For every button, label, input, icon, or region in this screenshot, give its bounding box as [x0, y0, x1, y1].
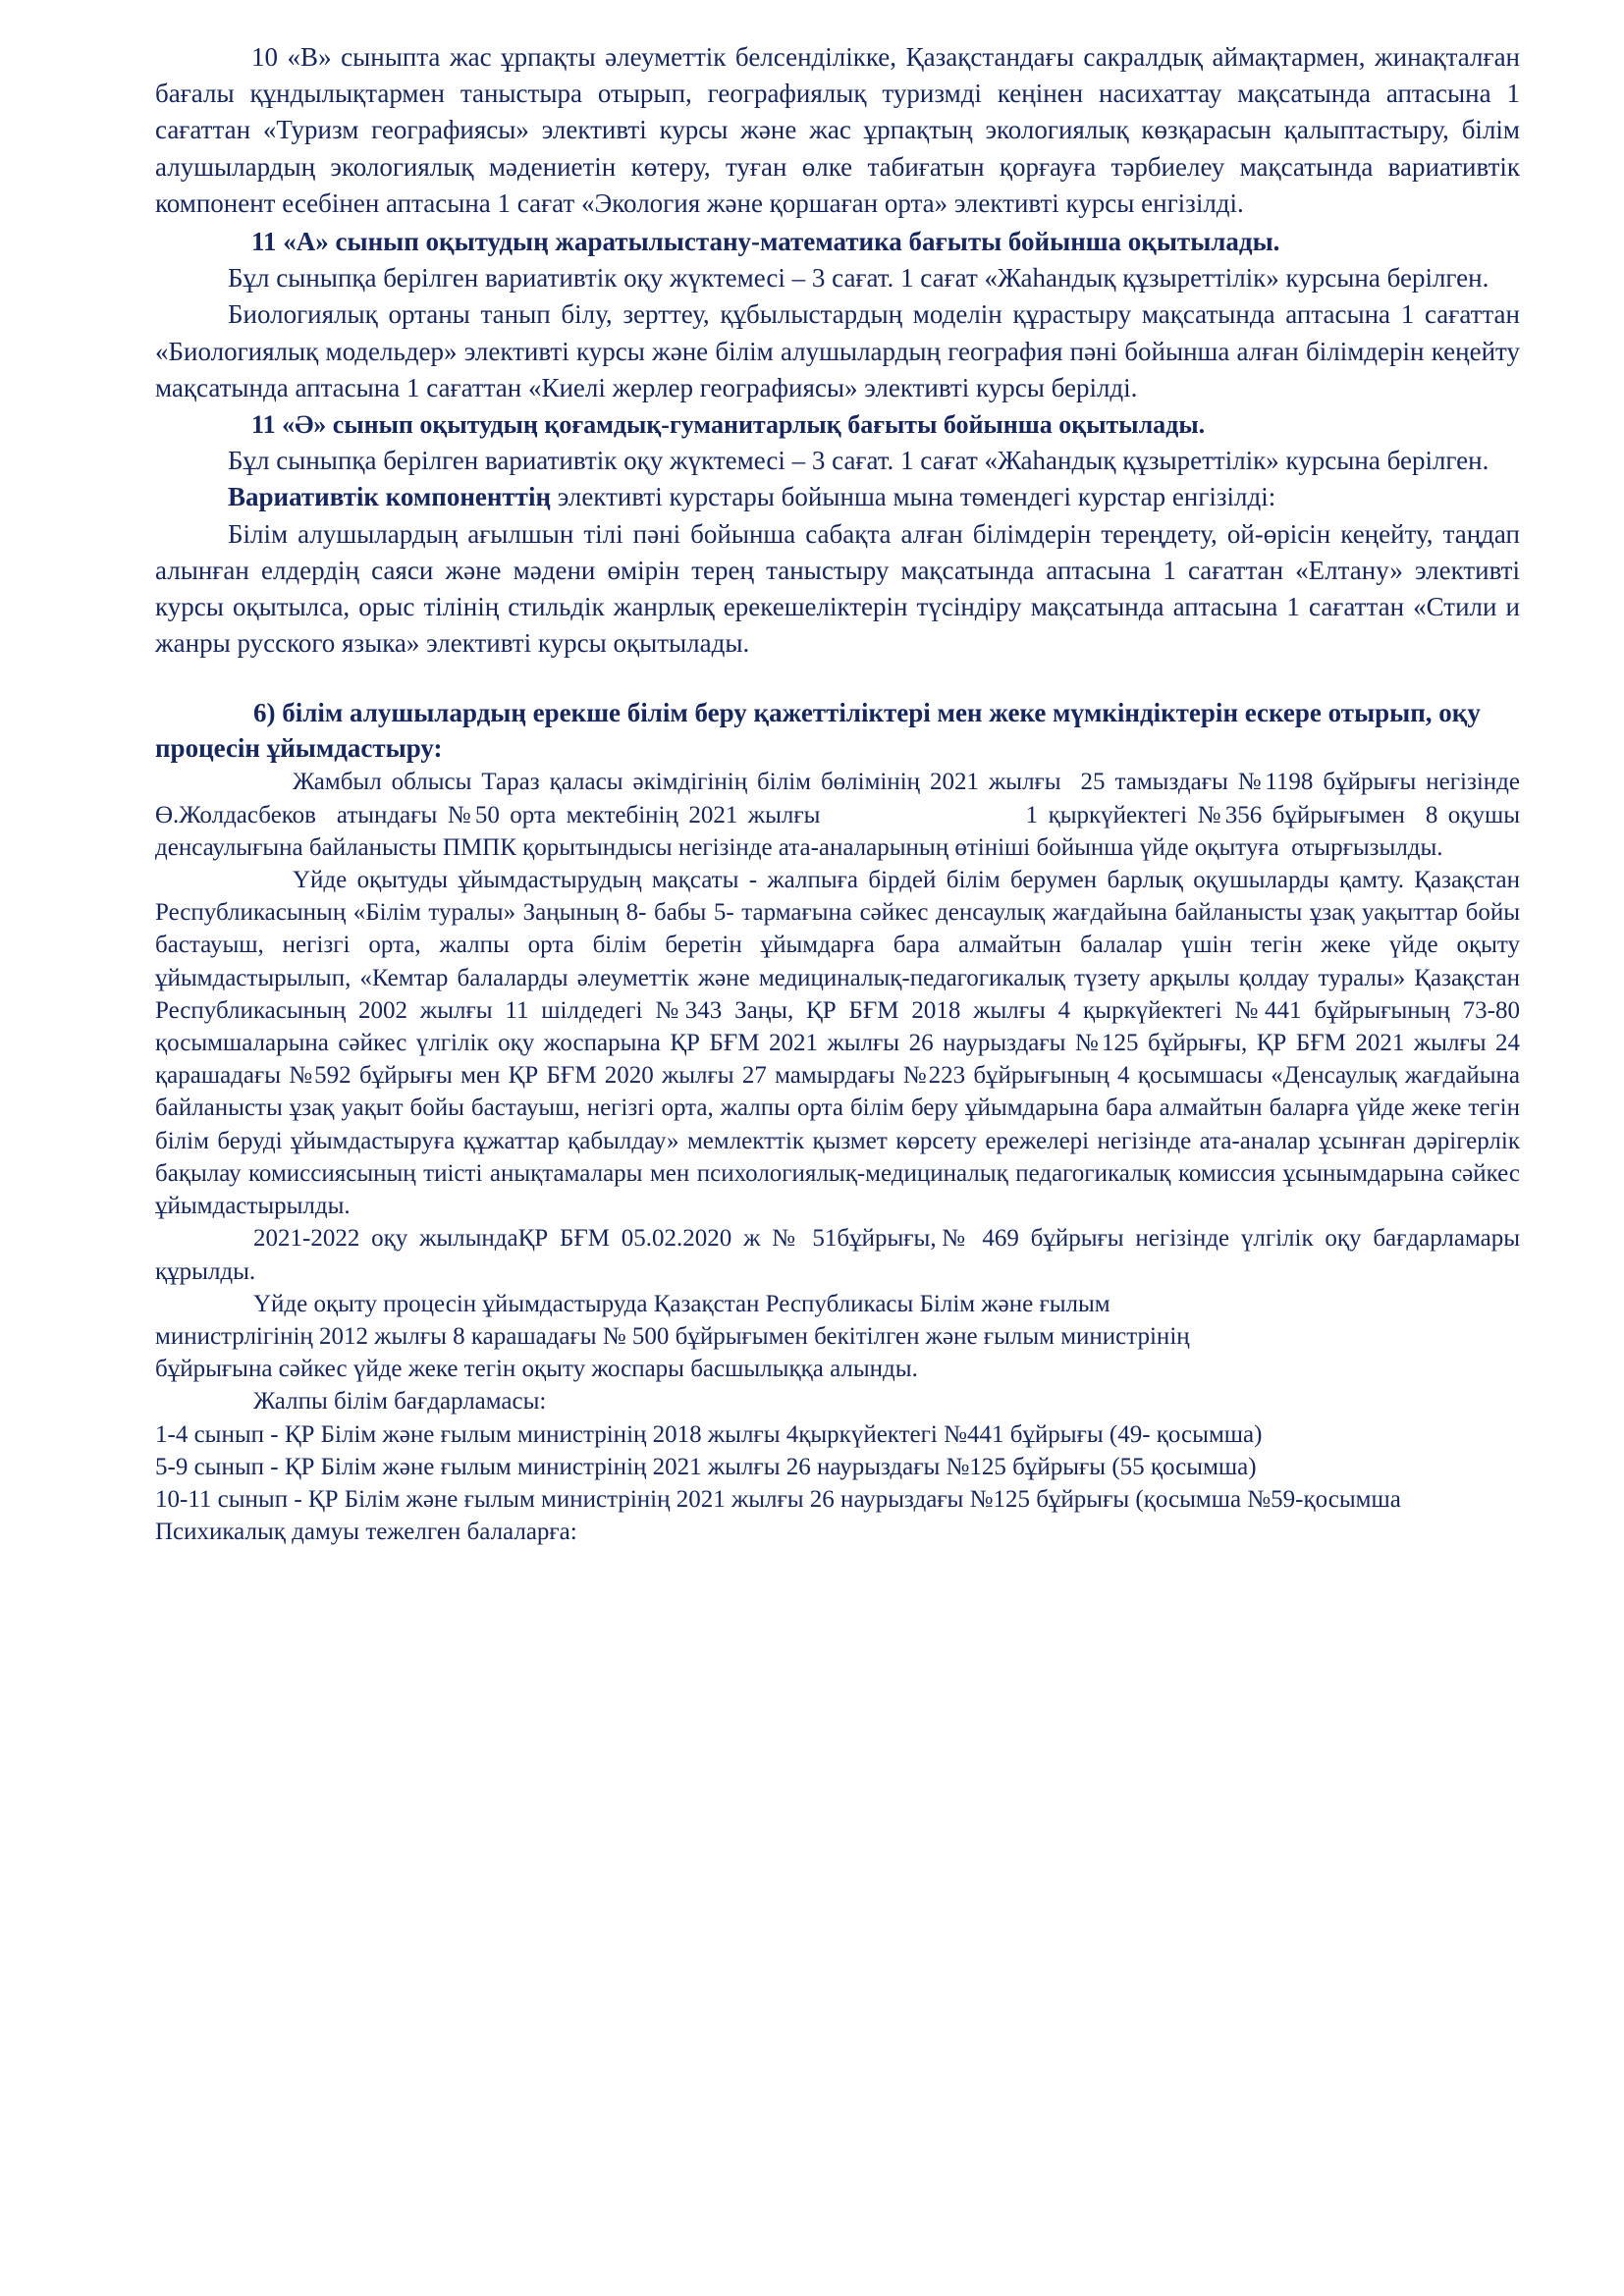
- paragraph-home-schooling-order: Жамбыл облысы Тараз қаласы әкімдігінің білім бөлімінің 2021 жылғы 25 тамыздағы №1198 бұйрығы негізінде Ө.Жолдасбеков атындағы №50 орта мектебінің 2021 жылғы 1 қыркүйектегі №356 бұйрығымен 8 оқушы денсаулығына байланысты ПМПК қорытындысы негізінде ата-аналарының өтініші бойынша үйде оқытуға отырғызылды.: [155, 769, 1533, 861]
- heading-11ae: 11 «Ә» сынып оқытудың қоғамдық-гуманитарлық бағыты бойынша оқытылады.: [251, 410, 1206, 440]
- paragraph-ministry-line3: бұйрығына сәйкес үйде жеке тегін оқыту жоспары басшылыққа алынды.: [155, 1356, 918, 1383]
- heading-11a: 11 «А» сынып оқытудың жаратылыстану-математика бағыты бойынша оқытылады.: [251, 227, 1280, 257]
- variative-component-text: элективті курстары бойынша мына төмендегі курстар енгізілді:: [551, 482, 1276, 512]
- paragraph-11ae-electives: Білім алушылардың ағылшын тілі пәні бойынша сабақта алған білімдерін тереңдету, ой-өрісін кеңейту, таңдап алынған елдердің саяси және мәдени өмірін терең таныстыру мақсатында аптасына 1 сағаттан «Елтану» элективті курсы оқытылса, орыс тілінің стильдік жанрлық ерекешеліктерін түсіндіру мақсатында аптасына 1 сағаттан «Стили и жанры русского языка» элективті курсы оқытылады.: [155, 518, 1520, 659]
- program-item: 10-11 сынып - ҚР Білім және ғылым министрінің 2021 жылғы 26 наурыздағы №125 бұйрығы (қосымша №59-қосымша: [155, 1485, 1401, 1513]
- section-gap: [155, 662, 1520, 695]
- program-title: Жалпы білім бағдарламасы:: [253, 1388, 547, 1415]
- closing-line: Психикалық дамуы тежелген балаларға:: [155, 1519, 577, 1546]
- variative-component-label: Вариативтік компоненттің: [228, 482, 551, 512]
- paragraph-ministry-line1: Үйде оқыту процесін ұйымдастыруда Қазақстан Республикасы Білім және ғылым: [253, 1290, 1110, 1317]
- program-item: 1-4 сынып - ҚР Білім және ғылым министрінің 2018 жылғы 4қыркүйектегі №441 бұйрығы (49- қосымша): [155, 1420, 1263, 1448]
- paragraph-ministry-line2: министрлігінің 2012 жылғы 8 карашадағы № 500 бұйрығымен бекітілген және ғылым министрінің: [155, 1322, 1190, 1350]
- upper-section: [155, 39, 1520, 662]
- paragraph-10v-electives: 10 «В» сыныпта жас ұрпақты әлеуметтік белсенділікке, Қазақстандағы сакралдық аймақтармен, жинақталған бағалы құндылықтармен таныстыра отырып, географиялық туризмді кеңінен насихаттау мақсатында аптасына 1 сағаттан «Туризм географиясы» элективті курсы және жас ұрпақтың экологиялық көзқарасын қалыптастыру, білім алушылардың экологиялық мәдениетін көтеру, туған өлке табиғатын қорғауға тәрбиелеу мақсатында вариативтік компонент есебінен аптасына 1 сағат «Экология және қоршаған орта» элективті курсы енгізілді.: [155, 42, 1520, 218]
- paragraph-11a-electives: Биологиялық ортаны танып білу, зерттеу, құбылыстардың моделін құрастыру мақсатында аптасына 1 сағаттан «Биологиялық модельдер» элективті курсы және білім алушылардың география пәні бойынша алған білімдерін кеңейту мақсатында аптасына 1 сағаттан «Киелі жерлер географиясы» элективті курсы берілді.: [155, 299, 1520, 402]
- document-page: [155, 39, 1533, 1548]
- paragraph-curriculum-2021: 2021-2022 оқу жылындаҚР БҒМ 05.02.2020 ж № 51бұйрығы,№ 469 бұйрығы негізінде үлгілік оқу бағдарламары құрылды.: [155, 1225, 1520, 1285]
- lower-section: [155, 766, 1533, 1548]
- paragraph-11ae-variative: [155, 479, 1520, 515]
- heading-section-6: 6) білім алушылардың ерекше білім беру қажеттіліктері мен жеке мүмкіндіктерін ескере отырып, оқу процесін ұйымдастыру:: [155, 698, 1481, 764]
- paragraph-home-schooling-goal: Үйде оқытуды ұйымдастырудың мақсаты - жалпыға бірдей білім берумен барлық оқушыларды қамту. Қазақстан Республикасының «Білім туралы» Заңының 8- бабы 5- тармағына сәйкес денсаулық жағдайына байланысты ұзақ уақыттар бойы бастауыш, негізгі орта, жалпы орта білім беретін ұйымдарға бара алмайтын балалар үшін тегін жеке үйде оқыту ұйымдастырылып, «Кемтар балаларды әлеуметтік және медициналық-педагогикалық түзету арқылы қолдау туралы» Қазақстан Республикасының 2002 жылғы 11 шілдедегі №343 Заңы, ҚР БҒМ 2018 жылғы 4 қыркүйектегі №441 бұйрығының 73-80 қосымшаларына сәйкес үлгілік оқу жоспарына ҚР БҒМ 2021 жылғы 26 наурыздағы №125 бұйрығы, ҚР БҒМ 2021 жылғы 24 қарашадағы №592 бұйрығы мен ҚР БҒМ 2020 жылғы 27 мамырдағы №223 бұйрығының 4 қосымшасы «Денсаулық жағдайына байланысты ұзақ уақыт бойы бастауыш, негізгі орта, жалпы орта білім беру ұйымдарына бара алмайтын баларға үйде жеке тегін білім беруді ұйымдастыруға құжаттар қабылдау» мемлекттік қызмет көрсету ережелері негізінде ата-аналар ұсынған дәрігерлік бақылау комиссиясының тиісті анықтамалары мен психологиялық-медициналық педагогикалық комиссия ұсынымдарына сәйкес ұйымдастырылды.: [155, 867, 1520, 1220]
- paragraph-11a-load: Бұл сыныпқа берілген вариативтік оқу жүктемесі – 3 сағат. 1 сағат «Жаһандық құзыреттілік» курсына берілген.: [228, 263, 1489, 294]
- program-item: 5-9 сынып - ҚР Білім және ғылым министрінің 2021 жылғы 26 наурыздағы №125 бұйрығы (55 қосымша): [155, 1453, 1257, 1480]
- paragraph-11ae-load: Бұл сыныпқа берілген вариативтік оқу жүктемесі – 3 сағат. 1 сағат «Жаһандық құзыреттілік» курсына берілген.: [228, 446, 1489, 476]
